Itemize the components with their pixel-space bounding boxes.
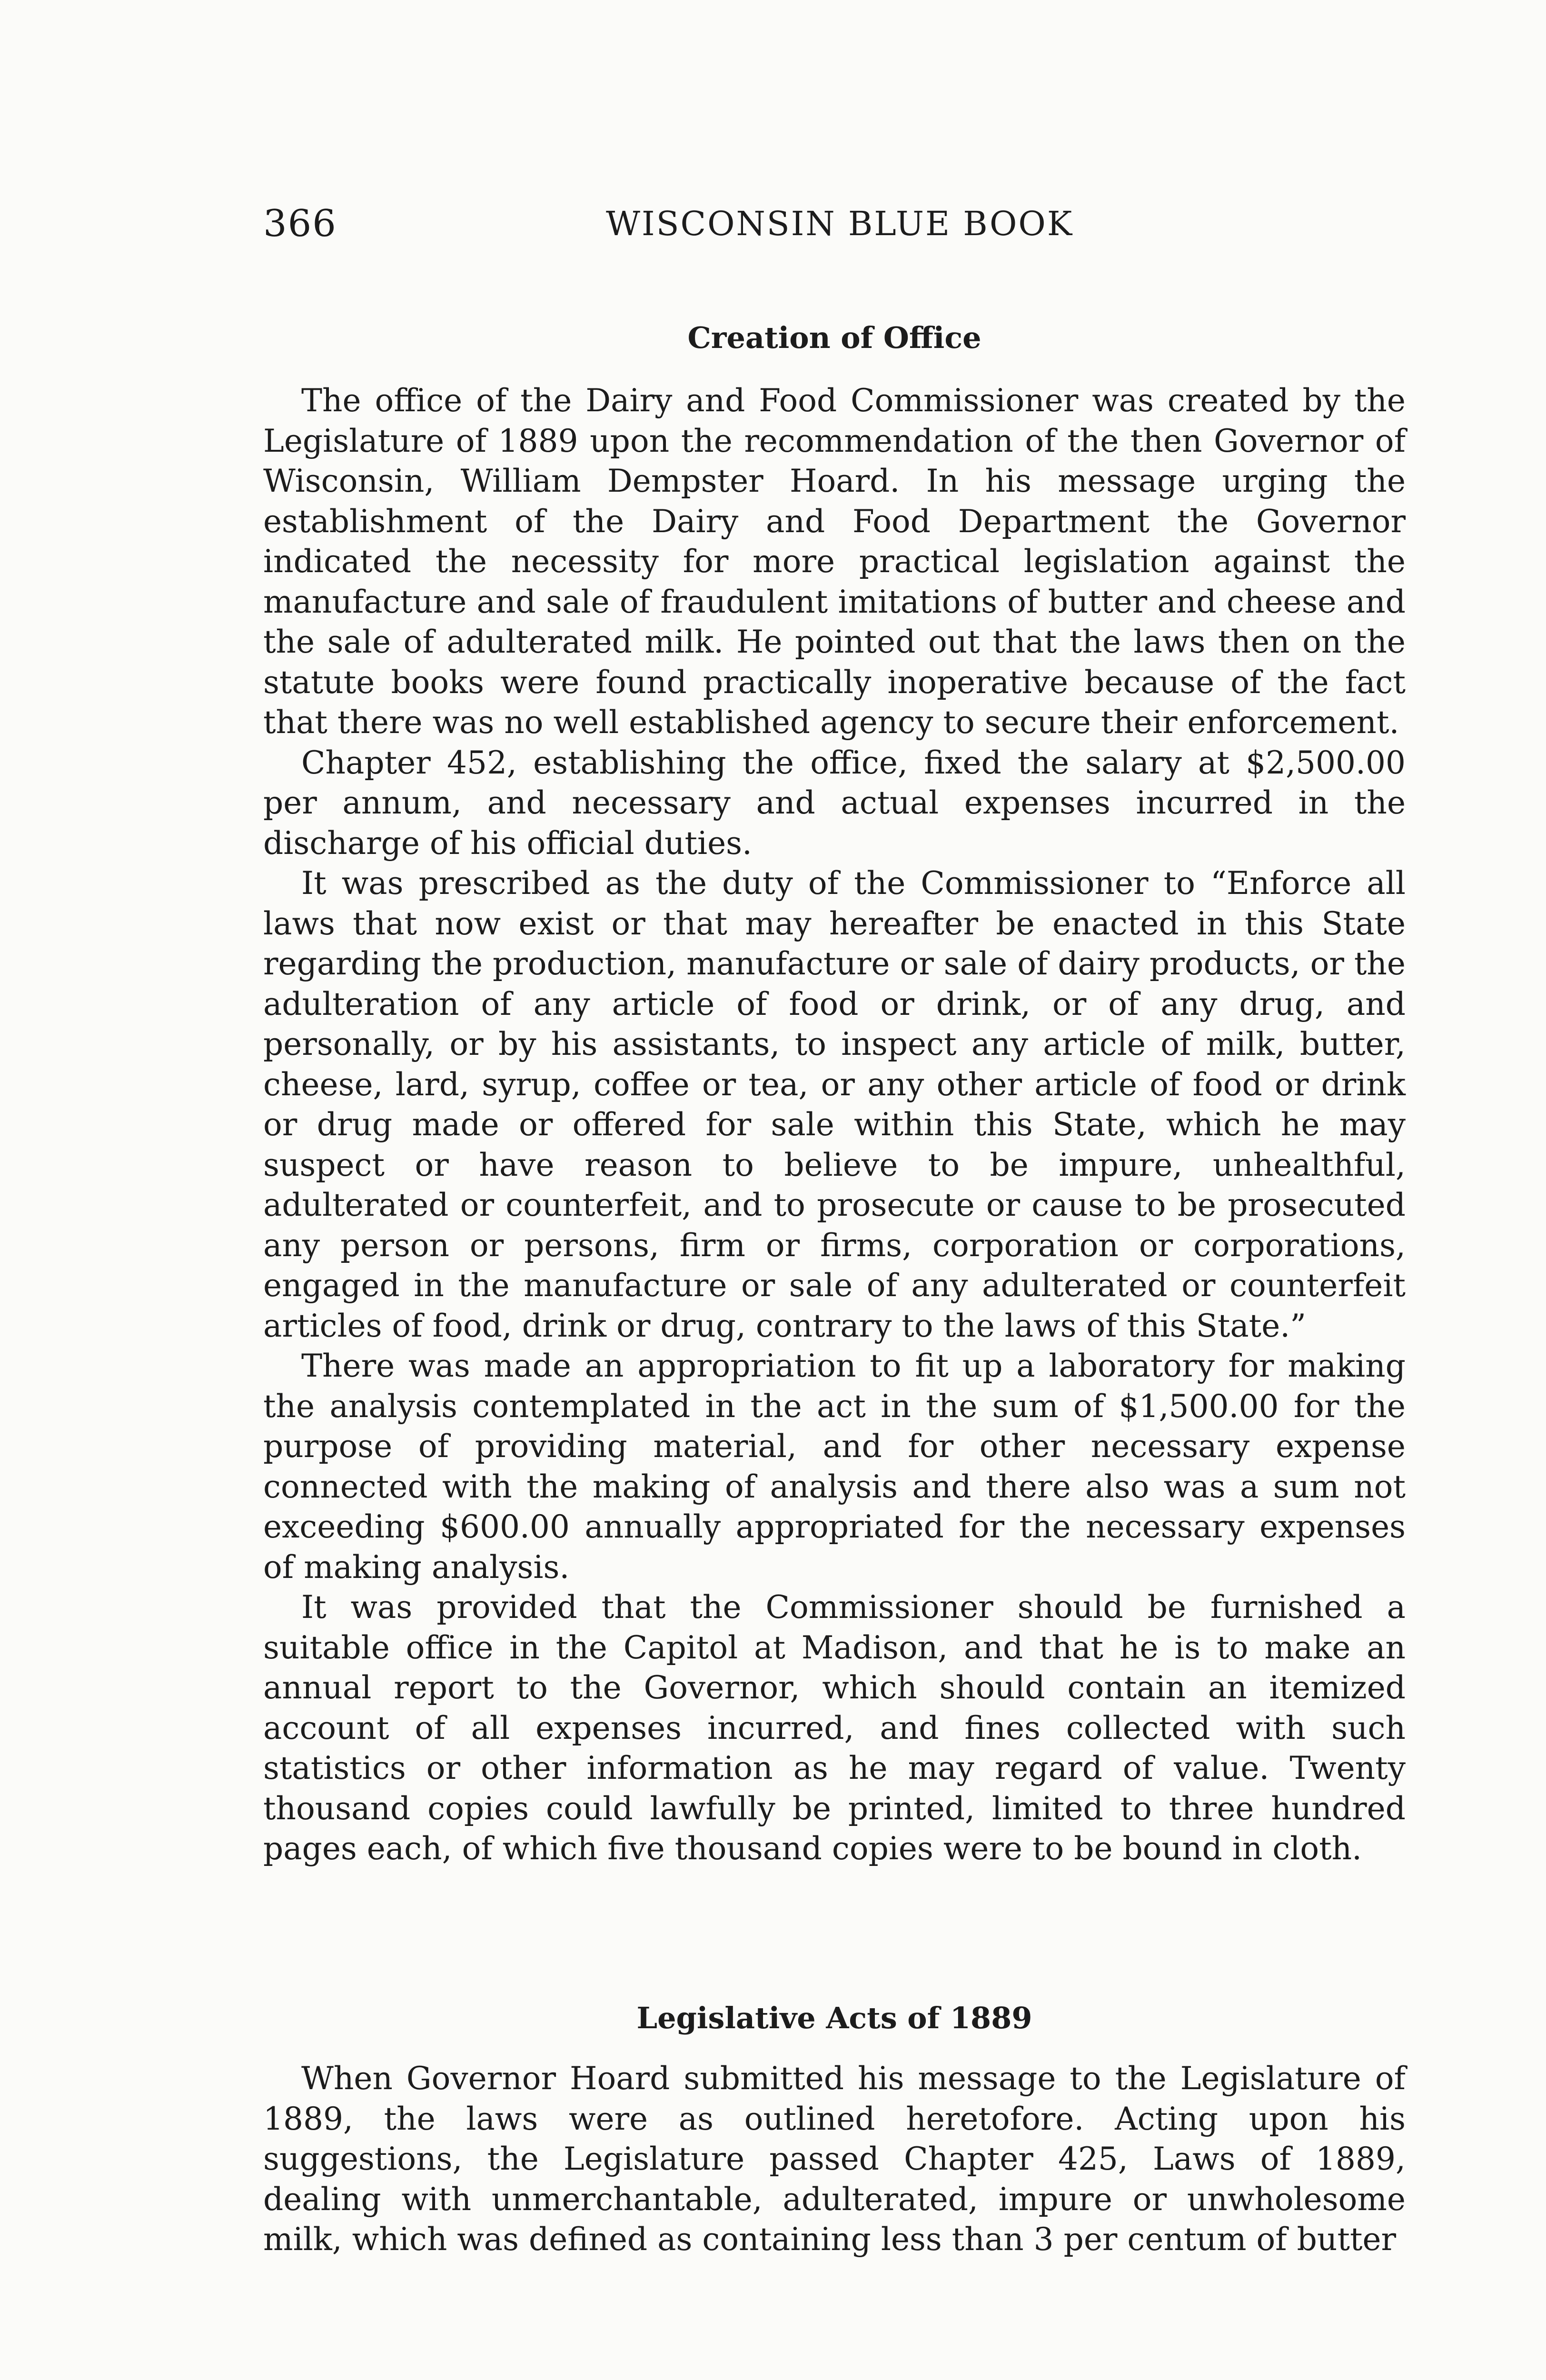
paragraph: There was made an appropriation to fit up a laboratory for making the analysis contemplated in the act in the sum of $1,500.00 for the purpose of providing material, and for other necessary expense connected with the making of analysis and there also was a sum not exceeding $600.00 annually appropriated for the necessary expenses of making analysis. (263, 1348, 1406, 1586)
section-heading-creation-of-office: Creation of Office (687, 320, 981, 355)
paragraph: It was prescribed as the duty of the Commissioner to “Enforce all laws that now exist or that may hereafter be enacted in this State regarding the production, manufacture or sale of dairy products, or the adulteration of any article of food or drink, or of any drug, and personally, or by his assistants, to inspect any article of milk, butter, cheese, lard, syrup, coffee or tea, or any other article of food or drink or drug made or offered for sale within this State, which he may suspect or have reason to believe to be impure, unhealthful, adulterated or counterfeit, and to prosecute or cause to be prosecuted any person or persons, firm or firms, corporation or corporations, engaged in the manufacture or sale of any adulterated or counterfeit articles of food, drink or drug, contrary to the laws of this State.” (263, 865, 1406, 1344)
paragraph: The office of the Dairy and Food Commissioner was created by the Legislature of 1889 upon the recommendation of the then Governor of Wisconsin, William Dempster Hoard. In his message urging the establishment of the Dairy and Food Department the Governor indicated the necessity for more practical legislation against the manufacture and sale of fraudulent imitations of butter and cheese and the sale of adulterated milk. He pointed out that the laws then on the statute books were found practically inoperative because of the fact that there was no well established agency to secure their enforcement. (263, 382, 1406, 741)
paragraph: Chapter 452, establishing the office, fixed the salary at $2,500.00 per annum, and necessary and actual expenses incurred in the discharge of his official duties. (263, 744, 1406, 862)
section-body-legislative-acts-1889 (263, 2059, 1406, 2260)
page-number: 366 (263, 202, 337, 245)
section-body-creation-of-office (263, 381, 1406, 1869)
page-header (263, 198, 1406, 250)
paragraph: It was provided that the Commissioner should be furnished a suitable office in the Capitol at Madison, and that he is to make an annual report to the Governor, which should contain an itemized account of all expenses incurred, and fines collected with such statistics or other information as he may regard of value. Twenty thousand copies could lawfully be printed, limited to three hundred pages each, of which five thousand copies were to be bound in cloth. (263, 1589, 1406, 1867)
running-title: WISCONSIN BLUE BOOK (606, 204, 1074, 243)
paragraph: When Governor Hoard submitted his message to the Legislature of 1889, the laws were as outlined heretofore. Acting upon his suggestions, the Legislature passed Chapter 425, Laws of 1889, dealing with unmerchantable, adulterated, impure or unwholesome milk, which was defined as containing less than 3 per centum of butter (263, 2060, 1406, 2258)
section-heading-legislative-acts-1889: Legislative Acts of 1889 (636, 2001, 1032, 2035)
